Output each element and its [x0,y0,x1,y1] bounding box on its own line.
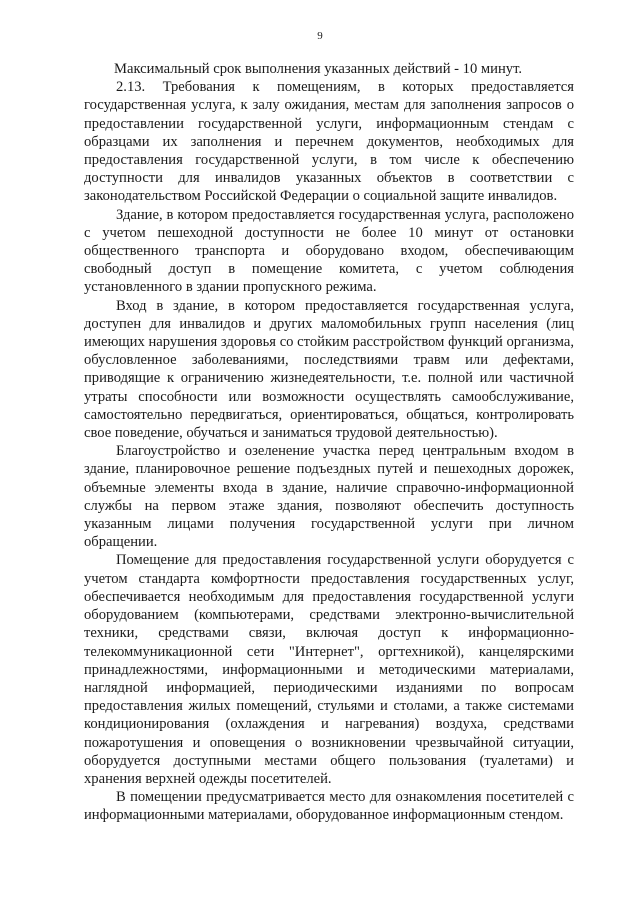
paragraph-building-entrance: Вход в здание, в котором предоставляется государственная услуга, доступен для инвалидов и других маломобильных групп населения (лиц имеющих нарушения здоровья со стойким расстройством функций организма, обусловленное заболеваниями, последствиями травм или дефектами, приводящие к ограничению жизнедеятельности, т.е. полной или частичной утраты способности или возможности осуществлять самообслуживание, самостоятельно передвигаться, ориентироваться, общаться, контролировать свое поведение, обучаться и заниматься трудовой деятельностью). [84,297,574,442]
paragraph-max-duration: Максимальный срок выполнения указанных действий - 10 минут. [114,61,523,77]
paragraph-landscaping: Благоустройство и озеленение участка перед центральным входом в здание, планировочное решение подъездных путей и пешеходных дорожек, объемные элементы входа в здание, наличие справочно-информационной службы на первом этаже здания, позволяют обеспечить доступность указанным лицами получения государственной услуги при личном обращении. [84,443,574,551]
paragraph-requirements-2-13: 2.13. Требования к помещениям, в которых предоставляется государственная услуга, к залу ожидания, местам для заполнения запросов о предоставлении государственной услуги, информационным стендам с образцами их заполнения и перечнем документов, необходимых для предоставления государственной услуги, в том числе к обеспечению доступности для инвалидов указанных объектов в соответствии с законодательством Российской Федерации о социальной защите инвалидов. [84,79,574,205]
page-number: 9 [317,30,323,42]
document-body [84,60,574,825]
paragraph-info-stand: В помещении предусматривается место для ознакомления посетителей с информационными материалами, оборудованное информационным стендом. [84,789,574,824]
paragraph-room-equipment: Помещение для предоставления государственной услуги оборудуется с учетом стандарта комфортности предоставления государственных услуг, обеспечивается необходимым для предоставления государственной услуги оборудованием (компьютерами, средствами электронно-вычислительной техники, средствами связи, включая доступ к информационно-телекоммуникационной сети "Интернет", оргтехникой), канцелярскими принадлежностями, информационными и методическими материалами, наглядной информацией, периодическими изданиями по вопросам предоставления жилых помещений, стульями и столами, а также системами кондиционирования (охлаждения и нагревания) воздуха, средствами пожаротушения и оповещения о возникновении чрезвычайной ситуации, оборудуется доступными местами общего пользования (туалетами) и хранения верхней одежды посетителей. [84,552,574,787]
paragraph-building-location: Здание, в котором предоставляется государственная услуга, расположено с учетом пешеходной доступности не более 10 минут от остановки общественного транспорта и оборудовано входом, обеспечивающим свободный доступ в помещение комитета, с учетом соблюдения установленного в здании пропускного режима. [84,206,574,296]
